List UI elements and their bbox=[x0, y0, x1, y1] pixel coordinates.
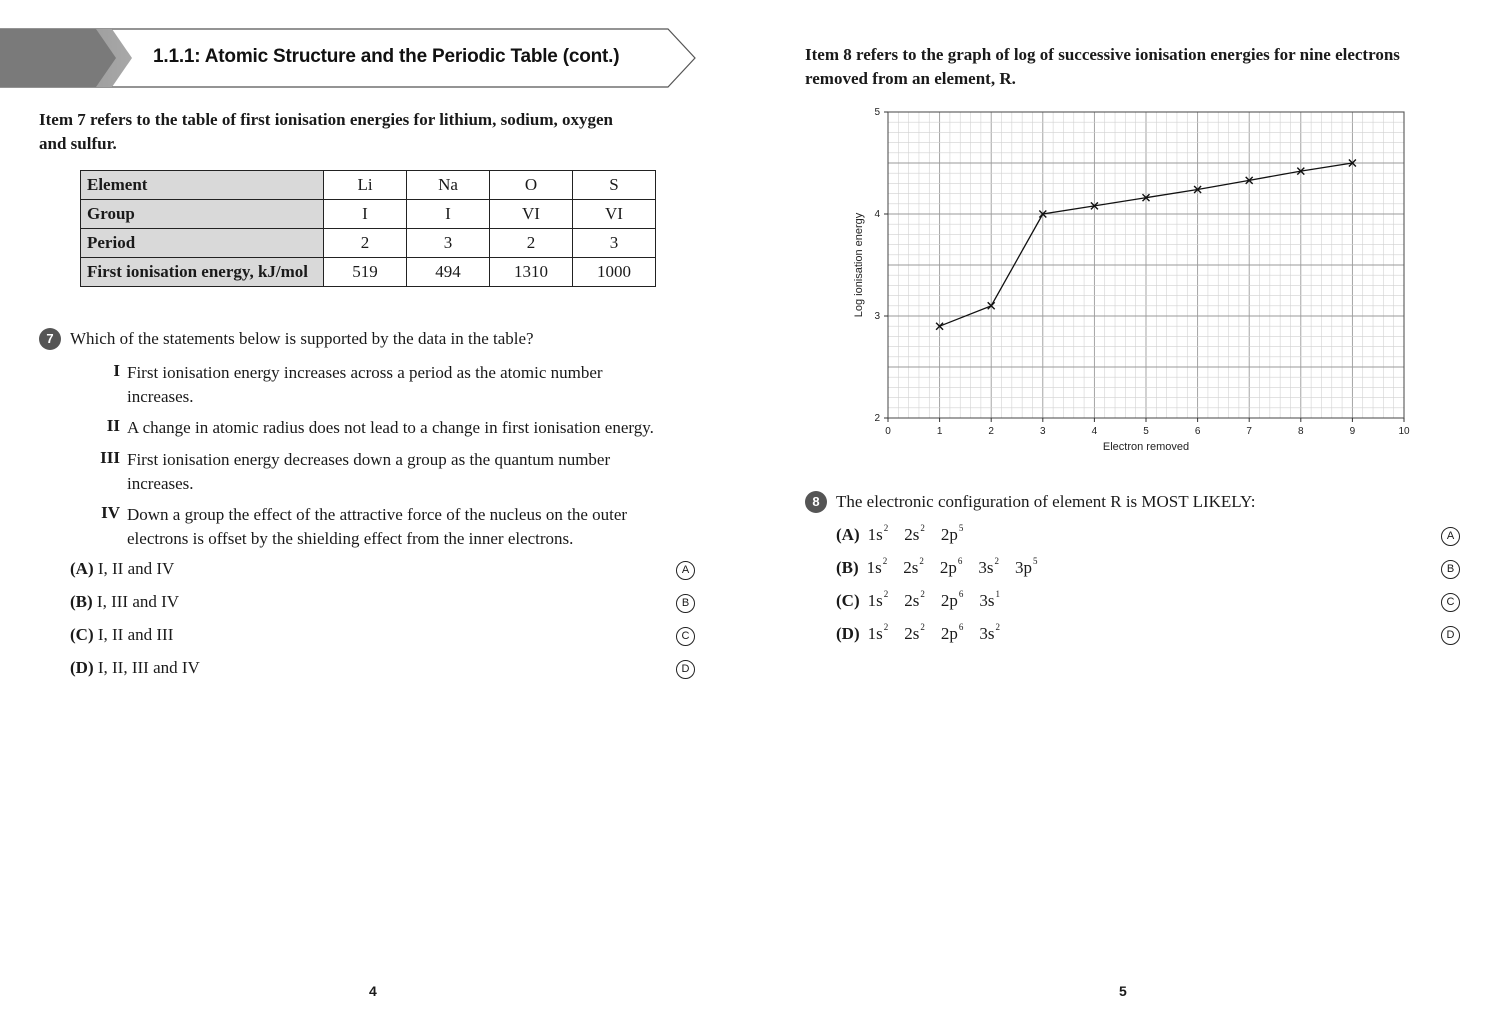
section-title: 1.1.1: Atomic Structure and the Periodic Table (cont.) bbox=[153, 46, 620, 67]
option-c bbox=[70, 625, 173, 645]
table-cell: 3 bbox=[573, 229, 656, 258]
electron-count: 2 bbox=[883, 523, 889, 533]
option-label: (A) bbox=[836, 525, 860, 544]
orbital-term bbox=[904, 591, 925, 611]
x-tick-label: 0 bbox=[885, 426, 891, 437]
question-7-number-badge: 7 bbox=[39, 328, 61, 350]
x-tick-label: 6 bbox=[1194, 426, 1201, 437]
row-header: Element bbox=[81, 171, 324, 200]
answer-bubble-a[interactable]: A bbox=[1441, 527, 1460, 546]
statement-text bbox=[127, 448, 610, 496]
option-text: I, II, III and IV bbox=[97, 658, 200, 677]
y-tick-label: 3 bbox=[874, 311, 880, 322]
statement-numeral: I bbox=[113, 361, 120, 380]
option-label: (D) bbox=[836, 624, 860, 643]
orbital-name: 3s bbox=[979, 624, 995, 643]
y-tick-label: 2 bbox=[874, 413, 880, 424]
statement-text bbox=[127, 503, 627, 551]
option-label: (B) bbox=[836, 558, 859, 577]
electron-count: 2 bbox=[995, 622, 1000, 632]
option-d bbox=[70, 658, 200, 678]
table-cell: VI bbox=[573, 200, 656, 229]
statement-line: increases. bbox=[127, 387, 194, 406]
table-row bbox=[81, 229, 656, 258]
question-8-number-badge: 8 bbox=[805, 491, 827, 513]
orbital-name: 1s bbox=[867, 525, 883, 544]
option-label: (C) bbox=[70, 625, 94, 644]
statement-line: First ionisation energy decreases down a group as the quantum number bbox=[127, 450, 611, 469]
table-row bbox=[81, 200, 656, 229]
y-tick-label: 5 bbox=[874, 107, 880, 118]
orbital-name: 2p bbox=[939, 558, 957, 577]
table-cell: 3 bbox=[407, 229, 490, 258]
option-a bbox=[70, 559, 174, 579]
orbital-name: 1s bbox=[866, 558, 882, 577]
x-tick-label: 9 bbox=[1349, 426, 1356, 437]
item-7-intro bbox=[39, 108, 613, 156]
statement-line: increases. bbox=[127, 474, 194, 493]
statement-line: A change in atomic radius does not lead to a change in first ionisation energy. bbox=[127, 418, 654, 437]
item-8-intro-line1: Item 8 refers to the graph of log of successive ionisation energies for nine electrons bbox=[805, 45, 1400, 64]
orbital-term bbox=[978, 558, 999, 578]
x-tick-label: 5 bbox=[1143, 426, 1149, 437]
table-cell: 519 bbox=[324, 258, 407, 287]
table-row bbox=[81, 171, 656, 200]
option-label: (D) bbox=[70, 658, 94, 677]
statement-numeral: II bbox=[106, 416, 120, 435]
orbital-term bbox=[1015, 558, 1038, 578]
orbital-name: 2s bbox=[903, 558, 919, 577]
electron-count: 6 bbox=[958, 622, 964, 632]
table-cell: 1310 bbox=[490, 258, 573, 287]
orbital-term bbox=[979, 591, 1000, 611]
orbital-term bbox=[868, 624, 889, 644]
orbital-term bbox=[941, 624, 964, 644]
orbital-name: 2s bbox=[904, 591, 920, 610]
orbital-term bbox=[867, 558, 888, 578]
config-option-b bbox=[836, 558, 1054, 578]
answer-bubble-c[interactable]: C bbox=[1441, 593, 1460, 612]
chart-grid bbox=[888, 112, 1404, 418]
orbital-name: 2s bbox=[904, 525, 920, 544]
electron-count: 6 bbox=[958, 589, 964, 599]
table-cell: VI bbox=[490, 200, 573, 229]
option-b bbox=[70, 592, 179, 612]
statement-line: First ionisation energy increases across a period as the atomic number bbox=[127, 363, 603, 382]
config-option-c bbox=[836, 591, 1016, 611]
orbital-term bbox=[904, 525, 925, 545]
orbital-term bbox=[903, 558, 924, 578]
statement-line: Down a group the effect of the attractive force of the nucleus on the outer bbox=[127, 505, 628, 524]
answer-bubble-c[interactable]: C bbox=[676, 627, 695, 646]
orbital-term bbox=[979, 624, 1000, 644]
option-label: (A) bbox=[70, 559, 94, 578]
item-8-intro-line2: removed from an element, R. bbox=[805, 69, 1016, 88]
page-number: 4 bbox=[369, 983, 377, 999]
orbital-name: 2p bbox=[940, 624, 958, 643]
page-number: 5 bbox=[1119, 983, 1127, 999]
config-option-a bbox=[836, 525, 979, 545]
table-row bbox=[81, 258, 656, 287]
question-8-text: The electronic configuration of element R is MOST LIKELY: bbox=[836, 492, 1256, 511]
item-7-intro-line1: Item 7 refers to the table of first ionisation energies for lithium, sodium, oxygen bbox=[39, 110, 613, 129]
answer-bubble-d[interactable]: D bbox=[676, 660, 695, 679]
option-label: (B) bbox=[70, 592, 93, 611]
table-cell: 2 bbox=[490, 229, 573, 258]
statement-numeral: III bbox=[100, 448, 120, 467]
electron-count: 6 bbox=[957, 556, 963, 566]
electron-count: 2 bbox=[920, 622, 925, 632]
option-text: I, II and III bbox=[97, 625, 174, 644]
orbital-name: 1s bbox=[867, 591, 883, 610]
orbital-name: 1s bbox=[867, 624, 883, 643]
statement-text bbox=[127, 361, 603, 409]
table-cell: I bbox=[324, 200, 407, 229]
orbital-name: 3s bbox=[978, 558, 994, 577]
table-cell: Li bbox=[324, 171, 407, 200]
electron-count: 5 bbox=[1033, 556, 1038, 566]
table-cell: Na bbox=[407, 171, 490, 200]
orbital-name: 2p bbox=[940, 591, 958, 610]
ionisation-energy-table bbox=[80, 170, 656, 287]
x-tick-label: 4 bbox=[1091, 426, 1098, 437]
orbital-term bbox=[941, 525, 964, 545]
table-cell: 2 bbox=[324, 229, 407, 258]
x-tick-label: 2 bbox=[988, 426, 994, 437]
orbital-name: 3p bbox=[1015, 558, 1033, 577]
orbital-term bbox=[941, 591, 964, 611]
y-axis-label: Log ionisation energy bbox=[853, 212, 865, 318]
x-tick-label: 8 bbox=[1298, 426, 1304, 437]
statement-line: electrons is offset by the shielding effect from the inner electrons. bbox=[127, 529, 574, 548]
x-tick-label: 7 bbox=[1246, 426, 1252, 437]
orbital-term bbox=[868, 525, 889, 545]
statement-text bbox=[127, 416, 654, 440]
statement-numeral: IV bbox=[101, 503, 120, 522]
electron-count: 1 bbox=[995, 589, 1000, 599]
orbital-name: 2p bbox=[940, 525, 958, 544]
orbital-name: 3s bbox=[979, 591, 995, 610]
row-header: Period bbox=[81, 229, 324, 258]
row-header: Group bbox=[81, 200, 324, 229]
item-8-intro bbox=[805, 43, 1400, 91]
option-label: (C) bbox=[836, 591, 860, 610]
answer-bubble-a[interactable]: A bbox=[676, 561, 695, 580]
item-7-intro-line2: and sulfur. bbox=[39, 134, 117, 153]
y-tick-label: 4 bbox=[874, 209, 880, 220]
electron-count: 2 bbox=[920, 589, 925, 599]
x-tick-label: 10 bbox=[1398, 426, 1410, 437]
config-option-d bbox=[836, 624, 1016, 644]
orbital-name: 2s bbox=[904, 624, 920, 643]
electron-count: 2 bbox=[883, 622, 889, 632]
electron-count: 2 bbox=[919, 556, 924, 566]
answer-bubble-b[interactable]: B bbox=[1441, 560, 1460, 579]
electron-count: 2 bbox=[882, 556, 888, 566]
chart-axes bbox=[853, 107, 1410, 453]
answer-bubble-b[interactable]: B bbox=[676, 594, 695, 613]
table-cell: I bbox=[407, 200, 490, 229]
table-cell: 494 bbox=[407, 258, 490, 287]
electron-count: 2 bbox=[920, 523, 925, 533]
electron-count: 2 bbox=[883, 589, 889, 599]
orbital-term bbox=[868, 591, 889, 611]
answer-bubble-d[interactable]: D bbox=[1441, 626, 1460, 645]
ionisation-energy-chart bbox=[840, 100, 1440, 460]
electron-count: 5 bbox=[958, 523, 964, 533]
x-axis-label: Electron removed bbox=[1102, 441, 1190, 453]
electron-count: 2 bbox=[994, 556, 1000, 566]
orbital-term bbox=[904, 624, 925, 644]
x-tick-label: 3 bbox=[1040, 426, 1046, 437]
orbital-term bbox=[940, 558, 963, 578]
x-tick-label: 1 bbox=[936, 426, 943, 437]
table-cell: 1000 bbox=[573, 258, 656, 287]
table-cell: S bbox=[573, 171, 656, 200]
row-header: First ionisation energy, kJ/mol bbox=[81, 258, 324, 287]
option-text: I, III and IV bbox=[96, 592, 180, 611]
option-text: I, II and IV bbox=[97, 559, 175, 578]
question-7-text: Which of the statements below is supported by the data in the table? bbox=[70, 329, 534, 348]
table-cell: O bbox=[490, 171, 573, 200]
